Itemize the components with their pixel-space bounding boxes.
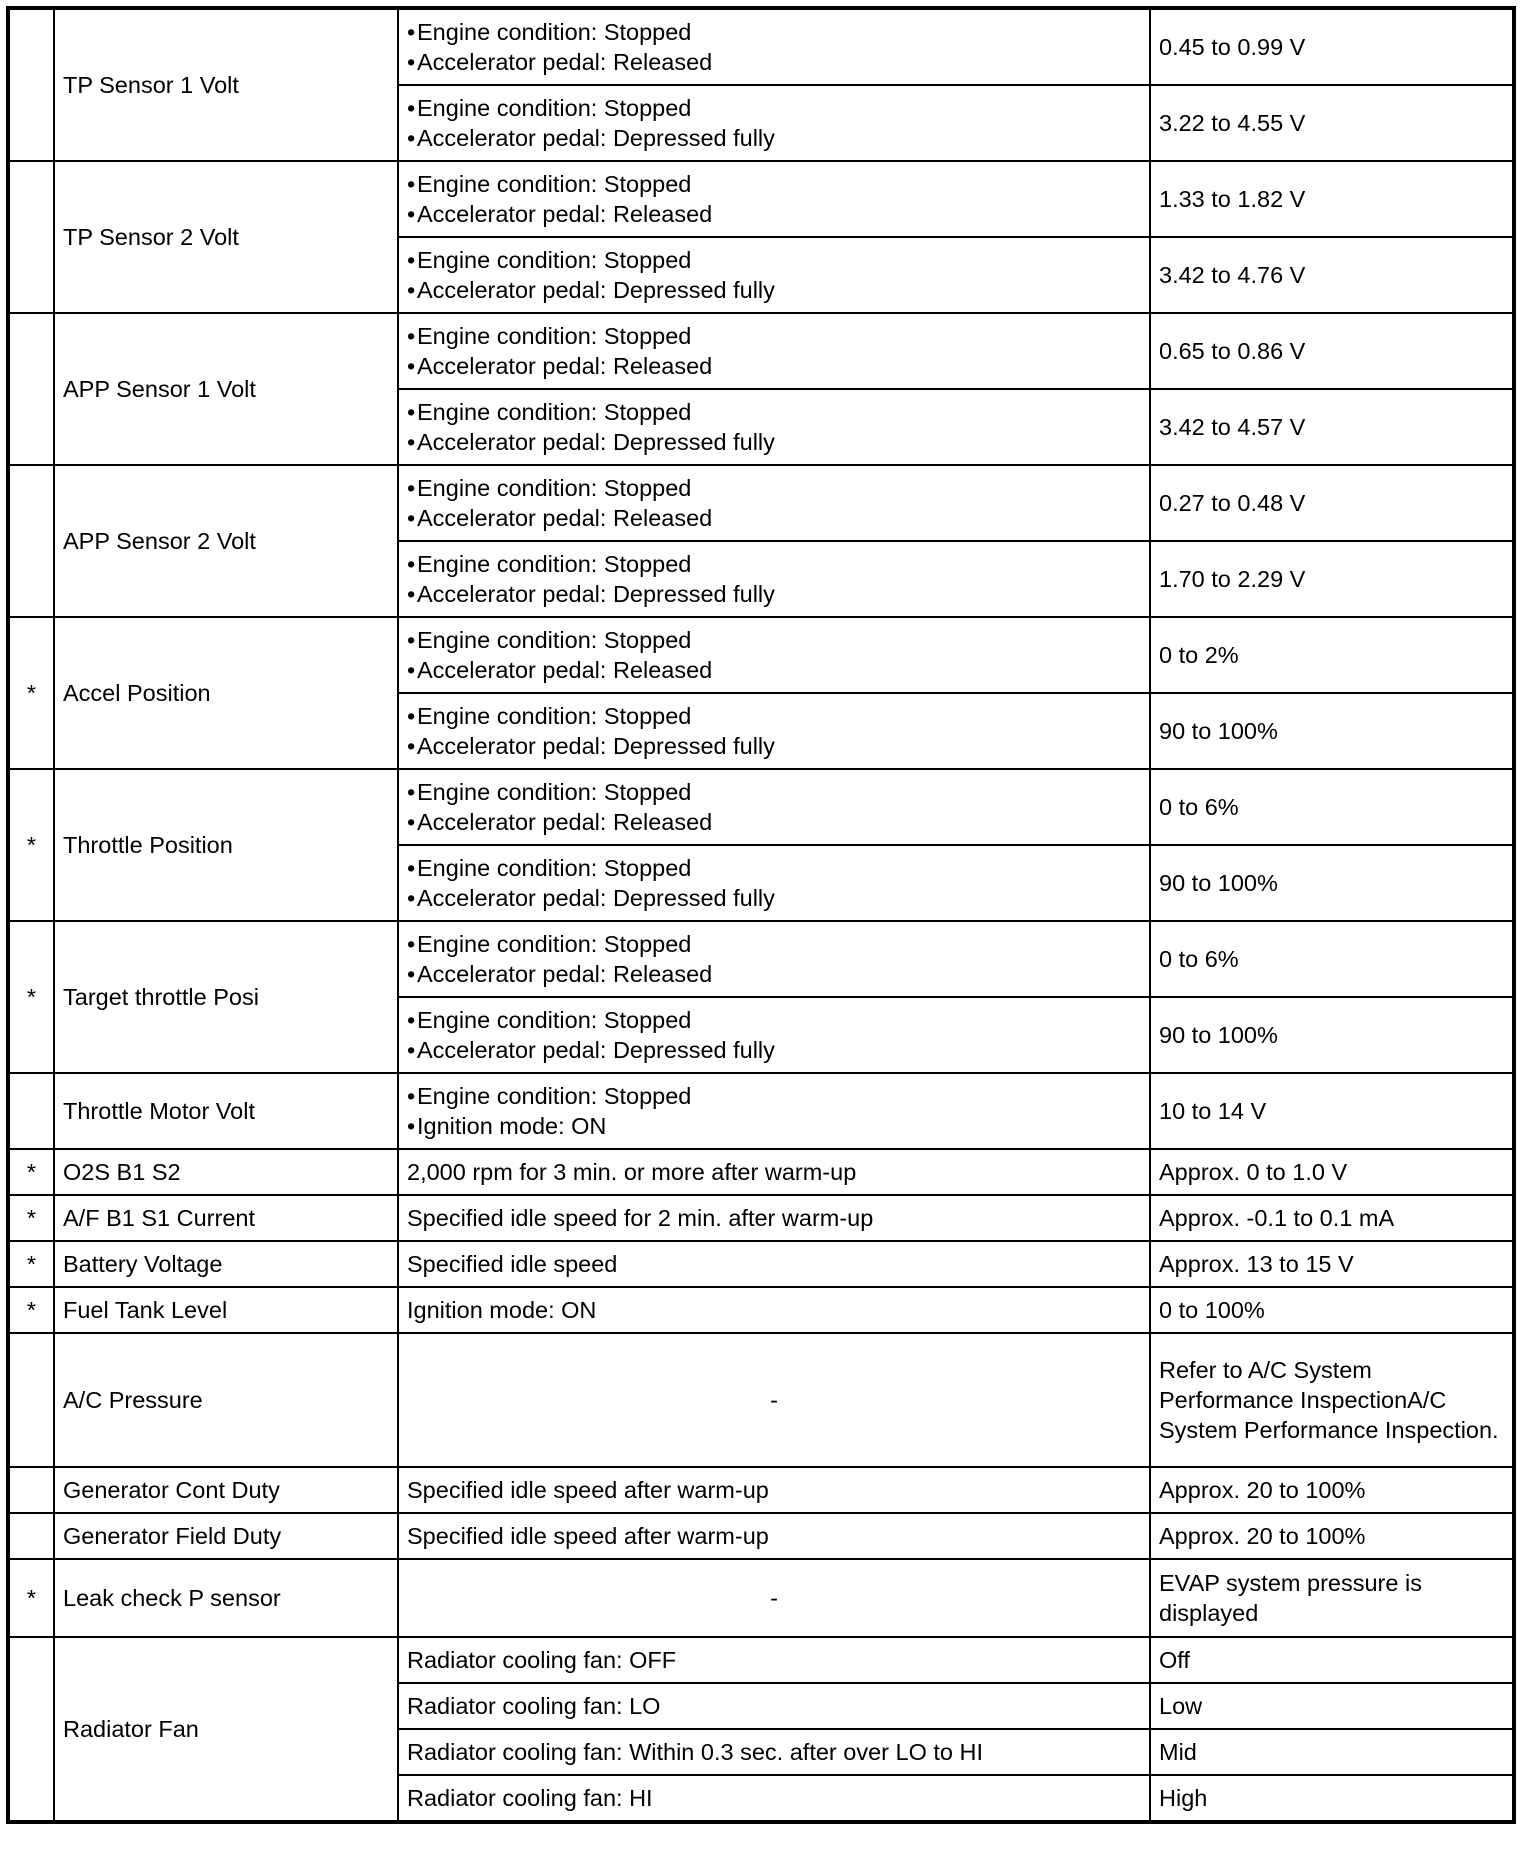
mark-cell [8, 161, 54, 313]
condition-cell: Radiator cooling fan: LO [398, 1683, 1150, 1729]
table-row [8, 8, 1514, 85]
bullet-icon: • [407, 657, 416, 683]
item-cell: TP Sensor 2 Volt [54, 161, 398, 313]
table-row [8, 161, 1514, 237]
bullet-icon: • [407, 201, 416, 227]
bullet-icon: • [407, 19, 416, 45]
condition-cell: •Engine condition: Stopped •Accelerator pedal: Released [398, 8, 1150, 85]
condition-cell: Radiator cooling fan: HI [398, 1775, 1150, 1822]
bullet-icon: • [407, 1113, 416, 1139]
item-cell: Generator Cont Duty [54, 1467, 398, 1513]
condition-cell: •Engine condition: Stopped •Accelerator pedal: Depressed fully [398, 693, 1150, 769]
bullet-icon: • [407, 1007, 416, 1033]
bullet-icon: • [407, 353, 416, 379]
table-row [8, 1073, 1514, 1149]
bullet-icon: • [407, 627, 416, 653]
condition-cell: •Engine condition: Stopped •Accelerator pedal: Depressed fully [398, 237, 1150, 313]
value-cell: 10 to 14 V [1150, 1073, 1514, 1149]
bullet-icon: • [407, 779, 416, 805]
condition-cell: - [398, 1333, 1150, 1467]
value-cell: Approx. -0.1 to 0.1 mA [1150, 1195, 1514, 1241]
value-cell: 0.45 to 0.99 V [1150, 8, 1514, 85]
value-cell: 0 to 2% [1150, 617, 1514, 693]
mark-cell: * [8, 769, 54, 921]
value-cell: Mid [1150, 1729, 1514, 1775]
condition-cell: Ignition mode: ON [398, 1287, 1150, 1333]
condition-cell: •Engine condition: Stopped •Accelerator pedal: Depressed fully [398, 389, 1150, 465]
value-cell: 0.65 to 0.86 V [1150, 313, 1514, 389]
bullet-icon: • [407, 885, 416, 911]
condition-cell: •Engine condition: Stopped •Ignition mode: ON [398, 1073, 1150, 1149]
value-cell: Refer to A/C System Performance InspectionA/C System Performance Inspection. [1150, 1333, 1514, 1467]
value-cell: Approx. 0 to 1.0 V [1150, 1149, 1514, 1195]
bullet-icon: • [407, 323, 416, 349]
item-cell: A/C Pressure [54, 1333, 398, 1467]
mark-cell [8, 313, 54, 465]
mark-cell [8, 1073, 54, 1149]
mark-cell: * [8, 1195, 54, 1241]
condition-cell: •Engine condition: Stopped •Accelerator pedal: Released [398, 617, 1150, 693]
bullet-icon: • [407, 581, 416, 607]
value-cell: 0 to 6% [1150, 921, 1514, 997]
condition-cell: •Engine condition: Stopped •Accelerator pedal: Released [398, 921, 1150, 997]
mark-cell: * [8, 1241, 54, 1287]
value-cell: Approx. 20 to 100% [1150, 1467, 1514, 1513]
table-row [8, 313, 1514, 389]
spec-sheet [6, 6, 1512, 1824]
bullet-icon: • [407, 961, 416, 987]
item-cell: Fuel Tank Level [54, 1287, 398, 1333]
bullet-icon: • [407, 809, 416, 835]
bullet-icon: • [407, 855, 416, 881]
condition-cell: •Engine condition: Stopped •Accelerator pedal: Depressed fully [398, 845, 1150, 921]
bullet-icon: • [407, 95, 416, 121]
value-cell: High [1150, 1775, 1514, 1822]
item-cell: Target throttle Posi [54, 921, 398, 1073]
bullet-icon: • [407, 49, 416, 75]
bullet-icon: • [407, 429, 416, 455]
bullet-icon: • [407, 277, 416, 303]
value-cell: Approx. 13 to 15 V [1150, 1241, 1514, 1287]
condition-cell: •Engine condition: Stopped •Accelerator pedal: Released [398, 465, 1150, 541]
table-row [8, 1241, 1514, 1287]
item-cell: A/F B1 S1 Current [54, 1195, 398, 1241]
value-cell: 0 to 100% [1150, 1287, 1514, 1333]
value-cell: 3.22 to 4.55 V [1150, 85, 1514, 161]
value-cell: 0 to 6% [1150, 769, 1514, 845]
item-cell: O2S B1 S2 [54, 1149, 398, 1195]
condition-cell: Radiator cooling fan: OFF [398, 1637, 1150, 1683]
table-row [8, 1287, 1514, 1333]
mark-cell: * [8, 617, 54, 769]
table-row [8, 617, 1514, 693]
table-row [8, 1559, 1514, 1637]
value-cell: 90 to 100% [1150, 845, 1514, 921]
item-cell: Radiator Fan [54, 1637, 398, 1822]
bullet-icon: • [407, 551, 416, 577]
mark-cell: * [8, 1287, 54, 1333]
item-cell: Battery Voltage [54, 1241, 398, 1287]
value-cell: 3.42 to 4.76 V [1150, 237, 1514, 313]
mark-cell [8, 8, 54, 161]
item-cell: Leak check P sensor [54, 1559, 398, 1637]
bullet-icon: • [407, 125, 416, 151]
bullet-icon: • [407, 171, 416, 197]
mark-cell: * [8, 1559, 54, 1637]
condition-cell: 2,000 rpm for 3 min. or more after warm-up [398, 1149, 1150, 1195]
item-cell: Generator Field Duty [54, 1513, 398, 1559]
bullet-icon: • [407, 505, 416, 531]
condition-cell: Specified idle speed [398, 1241, 1150, 1287]
table-row [8, 769, 1514, 845]
condition-cell: Specified idle speed after warm-up [398, 1467, 1150, 1513]
data-monitor-spec-table [6, 6, 1516, 1824]
value-cell: EVAP system pressure is displayed [1150, 1559, 1514, 1637]
bullet-icon: • [407, 247, 416, 273]
table-row [8, 1149, 1514, 1195]
condition-cell: Specified idle speed for 2 min. after warm-up [398, 1195, 1150, 1241]
mark-cell [8, 1333, 54, 1467]
item-cell: Throttle Position [54, 769, 398, 921]
item-cell: Throttle Motor Volt [54, 1073, 398, 1149]
value-cell: Approx. 20 to 100% [1150, 1513, 1514, 1559]
item-cell: Accel Position [54, 617, 398, 769]
item-cell: APP Sensor 2 Volt [54, 465, 398, 617]
condition-cell: •Engine condition: Stopped •Accelerator pedal: Depressed fully [398, 997, 1150, 1073]
condition-cell: •Engine condition: Stopped •Accelerator pedal: Released [398, 313, 1150, 389]
condition-cell: •Engine condition: Stopped •Accelerator pedal: Released [398, 161, 1150, 237]
mark-cell: * [8, 921, 54, 1073]
mark-cell [8, 1513, 54, 1559]
value-cell: 1.33 to 1.82 V [1150, 161, 1514, 237]
bullet-icon: • [407, 703, 416, 729]
condition-cell: Specified idle speed after warm-up [398, 1513, 1150, 1559]
table-row [8, 1195, 1514, 1241]
condition-cell: •Engine condition: Stopped •Accelerator pedal: Released [398, 769, 1150, 845]
table-row [8, 1637, 1514, 1683]
value-cell: 1.70 to 2.29 V [1150, 541, 1514, 617]
item-cell: TP Sensor 1 Volt [54, 8, 398, 161]
table-row [8, 921, 1514, 997]
value-cell: Off [1150, 1637, 1514, 1683]
table-row [8, 465, 1514, 541]
table-row [8, 1467, 1514, 1513]
bullet-icon: • [407, 399, 416, 425]
item-cell: APP Sensor 1 Volt [54, 313, 398, 465]
condition-cell: •Engine condition: Stopped •Accelerator pedal: Depressed fully [398, 85, 1150, 161]
table-row [8, 1333, 1514, 1467]
mark-cell [8, 465, 54, 617]
mark-cell [8, 1637, 54, 1822]
condition-cell: •Engine condition: Stopped •Accelerator pedal: Depressed fully [398, 541, 1150, 617]
condition-cell: - [398, 1559, 1150, 1637]
mark-cell: * [8, 1149, 54, 1195]
table-row [8, 1513, 1514, 1559]
mark-cell [8, 1467, 54, 1513]
bullet-icon: • [407, 931, 416, 957]
value-cell: 90 to 100% [1150, 693, 1514, 769]
bullet-icon: • [407, 1037, 416, 1063]
value-cell: Low [1150, 1683, 1514, 1729]
bullet-icon: • [407, 1083, 416, 1109]
value-cell: 3.42 to 4.57 V [1150, 389, 1514, 465]
value-cell: 0.27 to 0.48 V [1150, 465, 1514, 541]
condition-cell: Radiator cooling fan: Within 0.3 sec. after over LO to HI [398, 1729, 1150, 1775]
bullet-icon: • [407, 733, 416, 759]
bullet-icon: • [407, 475, 416, 501]
value-cell: 90 to 100% [1150, 997, 1514, 1073]
